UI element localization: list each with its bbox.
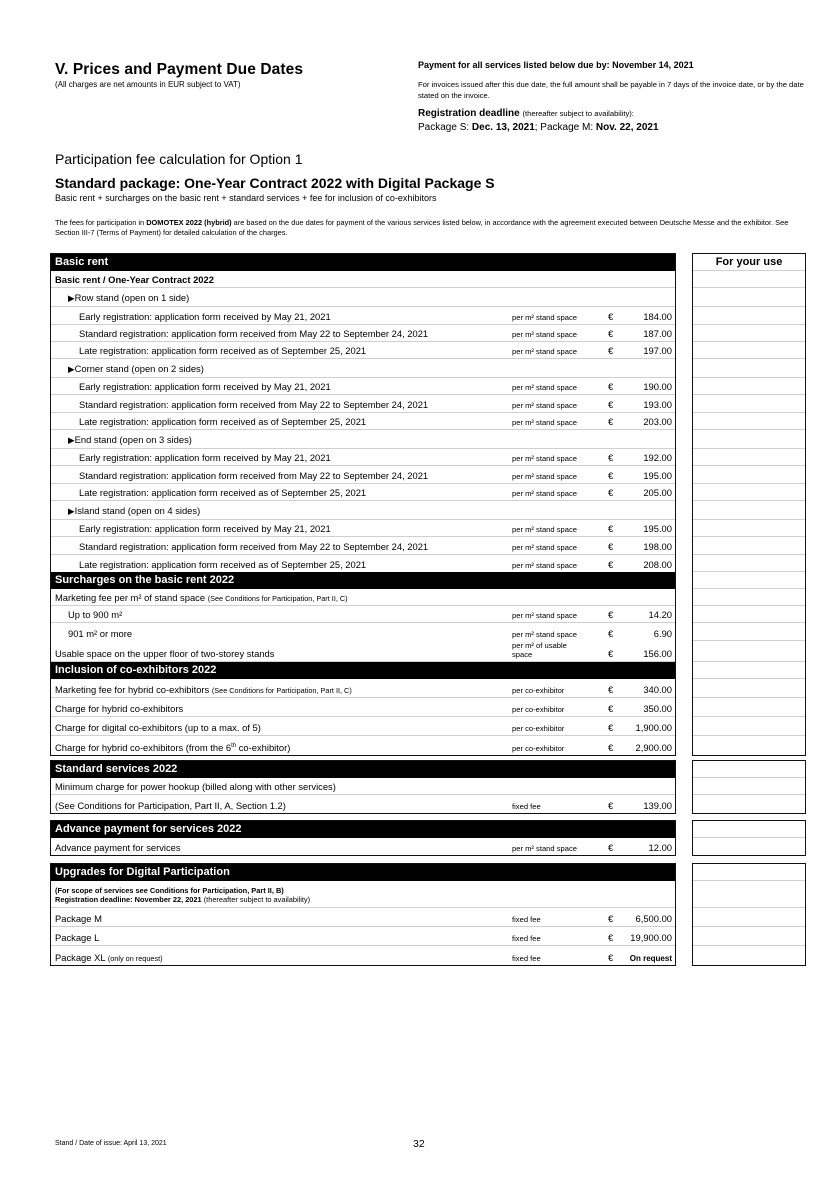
for-your-use-cell[interactable] bbox=[693, 662, 805, 679]
currency-symbol: € bbox=[608, 842, 614, 854]
for-your-use-cell[interactable] bbox=[693, 271, 805, 288]
row-unit: per m² stand space bbox=[512, 560, 577, 570]
stand-type-text: Row stand (open on 1 side) bbox=[74, 292, 190, 304]
row-unit: per m² stand space bbox=[512, 844, 577, 854]
table-row bbox=[51, 623, 675, 640]
table-row bbox=[51, 927, 675, 946]
row-desc bbox=[55, 742, 290, 753]
intro-event: DOMOTEX 2022 (hybrid) bbox=[146, 218, 232, 227]
package-subtitle: Basic rent + surcharges on the basic rent + standard services + fee for inclusion of co-exhibitors bbox=[55, 193, 437, 203]
row-amount: 187.00 bbox=[643, 327, 672, 339]
row-amount: 193.00 bbox=[643, 398, 672, 410]
for-your-use-cell[interactable] bbox=[693, 778, 805, 795]
advance-payment-row bbox=[51, 838, 675, 855]
row-desc: Minimum charge for power hookup (billed along with other services) bbox=[55, 781, 336, 793]
row-unit: per m² stand space bbox=[512, 525, 577, 535]
row-amount: 197.00 bbox=[643, 345, 672, 357]
row-amount: 2,900.00 bbox=[635, 741, 672, 753]
option-title: Participation fee calculation for Option 1 bbox=[55, 151, 303, 167]
row-desc: Early registration: application form received by May 21, 2021 bbox=[79, 523, 331, 535]
registration-note: (thereafter subject to availability): bbox=[522, 109, 634, 118]
currency-symbol: € bbox=[608, 523, 614, 535]
row-unit: per co-exhibitor bbox=[512, 723, 565, 733]
upgrades-note bbox=[55, 886, 310, 904]
for-your-use-upgrades bbox=[692, 863, 806, 966]
for-your-use-cell[interactable] bbox=[693, 589, 805, 606]
row-desc: Standard registration: application form received from May 22 to September 24, 2021 bbox=[79, 540, 429, 552]
row-desc: Late registration: application form received as of September 25, 2021 bbox=[79, 345, 367, 357]
for-your-use-cell[interactable] bbox=[693, 606, 805, 623]
row-unit: per co-exhibitor bbox=[512, 743, 565, 753]
row-amount: 6,500.00 bbox=[635, 913, 672, 924]
standard-services-table bbox=[50, 760, 676, 814]
registration-label: Registration deadline bbox=[418, 108, 520, 119]
currency-symbol: € bbox=[608, 416, 614, 428]
currency-symbol: € bbox=[608, 609, 614, 621]
stand-type-row bbox=[51, 359, 675, 378]
currency-symbol: € bbox=[608, 558, 614, 570]
row-amount: 203.00 bbox=[643, 416, 672, 428]
stand-type-label bbox=[68, 505, 200, 517]
table-row bbox=[51, 555, 675, 572]
for-your-use-column bbox=[692, 253, 806, 756]
table-row bbox=[51, 466, 675, 483]
basic-rent-subtitle: Basic rent / One-Year Contract 2022 bbox=[55, 274, 214, 286]
row-desc: Advance payment for services bbox=[55, 842, 181, 854]
intro-post: are based on the due dates for payment of the various services listed below, in accordance with the agreement executed between Deutsche Messe and the exhibitor. See Section III-7 (Terms of Payment) for detailed calculation of the charges. bbox=[55, 218, 789, 237]
basic-rent-subtitle-row bbox=[51, 271, 675, 288]
intro-text bbox=[55, 218, 803, 238]
row-desc: Early registration: application form received by May 21, 2021 bbox=[79, 310, 331, 322]
table-row bbox=[51, 325, 675, 342]
for-your-use-cell[interactable] bbox=[693, 572, 805, 589]
row-amount: 350.00 bbox=[643, 702, 672, 714]
row-amount: 156.00 bbox=[643, 647, 672, 659]
for-your-use-advance-payment bbox=[692, 820, 806, 856]
row-unit: fixed fee bbox=[512, 915, 541, 924]
for-your-use-cell[interactable] bbox=[693, 838, 805, 855]
table-row bbox=[51, 449, 675, 466]
row-unit: per m² stand space bbox=[512, 329, 577, 339]
row-unit: per m² stand space bbox=[512, 611, 577, 621]
row-unit: fixed fee bbox=[512, 954, 541, 963]
for-your-use-cell[interactable] bbox=[693, 679, 805, 698]
for-your-use-cell[interactable] bbox=[693, 761, 805, 778]
currency-symbol: € bbox=[608, 741, 614, 753]
for-your-use-cell[interactable] bbox=[693, 881, 805, 908]
currency-symbol: € bbox=[608, 327, 614, 339]
row-desc: Late registration: application form received as of September 25, 2021 bbox=[79, 416, 367, 428]
upgrades-note1: (For scope of services see Conditions for Participation, Part II, B) bbox=[55, 886, 284, 895]
stand-type-text: Corner stand (open on 2 sides) bbox=[74, 363, 204, 375]
stand-type-row bbox=[51, 501, 675, 520]
row-desc: Package L bbox=[55, 932, 100, 943]
basic-rent-table bbox=[50, 253, 676, 756]
for-your-use-cell[interactable] bbox=[693, 378, 805, 395]
currency-symbol: € bbox=[608, 381, 614, 393]
page-title: V. Prices and Payment Due Dates bbox=[55, 61, 304, 78]
table-row bbox=[51, 520, 675, 537]
for-your-use-cell[interactable] bbox=[693, 501, 805, 520]
section-header-upgrades: Upgrades for Digital Participation bbox=[51, 864, 675, 881]
for-your-use-cell[interactable] bbox=[693, 623, 805, 640]
pkg-s-date: Dec. 13, 2021 bbox=[471, 122, 535, 133]
row-amount: 190.00 bbox=[643, 381, 672, 393]
for-your-use-cell[interactable] bbox=[693, 325, 805, 342]
row-desc: Early registration: application form received by May 21, 2021 bbox=[79, 381, 331, 393]
currency-symbol: € bbox=[608, 721, 614, 733]
row-amount: 139.00 bbox=[643, 799, 672, 811]
triangle-right-icon: ▶ bbox=[68, 293, 75, 304]
row-unit: per m² stand space bbox=[512, 418, 577, 428]
intro-pre: The fees for participation in bbox=[55, 218, 147, 227]
for-your-use-cell[interactable] bbox=[693, 449, 805, 466]
table-row bbox=[51, 679, 675, 698]
package-title: Standard package: One-Year Contract 2022 with Digital Package S bbox=[55, 175, 495, 191]
row-desc: Up to 900 m² bbox=[68, 609, 123, 621]
stand-type-text: End stand (open on 3 sides) bbox=[74, 434, 192, 446]
row-desc: (See Conditions for Participation, Part II, A, Section 1.2) bbox=[55, 799, 286, 811]
currency-symbol: € bbox=[608, 486, 614, 498]
row-amount: 19,900.00 bbox=[630, 932, 672, 943]
row-amount: 340.00 bbox=[643, 683, 672, 695]
payment-note: For invoices issued after this due date, the full amount shall be payable in 7 days of the invoice date, or by the date stated on the invoice. bbox=[418, 80, 804, 100]
marketing-fee-label bbox=[55, 592, 348, 603]
for-your-use-cell[interactable] bbox=[693, 395, 805, 412]
for-your-use-cell[interactable] bbox=[693, 641, 805, 662]
row-desc: Standard registration: application form received from May 22 to September 24, 2021 bbox=[79, 398, 429, 410]
row-desc: Late registration: application form received as of September 25, 2021 bbox=[79, 486, 367, 498]
for-your-use-cell[interactable] bbox=[693, 359, 805, 378]
footer-issue-date: Stand / Date of issue: April 13, 2021 bbox=[55, 1140, 167, 1147]
table-row bbox=[51, 606, 675, 623]
section-header-coexhibitors: Inclusion of co-exhibitors 2022 bbox=[51, 662, 675, 679]
upgrades-note2-bold: Registration deadline: November 22, 2021 bbox=[55, 895, 202, 904]
currency-symbol: € bbox=[608, 452, 614, 464]
for-your-use-cell[interactable] bbox=[693, 342, 805, 359]
row-amount: 14.20 bbox=[648, 609, 672, 621]
row-desc: Usable space on the upper floor of two-storey stands bbox=[55, 647, 275, 659]
for-your-use-cell[interactable] bbox=[693, 736, 805, 755]
for-your-use-cell[interactable] bbox=[693, 484, 805, 501]
registration-deadline bbox=[418, 107, 659, 135]
table-row bbox=[51, 342, 675, 359]
stand-type-label bbox=[68, 434, 192, 446]
stand-type-text: Island stand (open on 4 sides) bbox=[74, 504, 201, 516]
currency-symbol: € bbox=[608, 799, 614, 811]
marketing-note: (See Conditions for Participation, Part II, C) bbox=[207, 594, 348, 604]
for-your-use-cell[interactable] bbox=[693, 555, 805, 572]
row-amount: 205.00 bbox=[643, 486, 672, 498]
table-row bbox=[51, 698, 675, 717]
section-header-advance-payment: Advance payment for services 2022 bbox=[51, 821, 675, 838]
row-unit: per m² stand space bbox=[512, 454, 577, 464]
table-row bbox=[51, 736, 675, 755]
table-row bbox=[51, 378, 675, 395]
marketing-fee-row bbox=[51, 589, 675, 606]
row-unit bbox=[512, 641, 567, 659]
row-desc-text: Marketing fee for hybrid co-exhibitors bbox=[55, 683, 212, 695]
for-your-use-cell[interactable] bbox=[693, 520, 805, 537]
row-unit: per m² stand space bbox=[512, 542, 577, 552]
row-amount: 198.00 bbox=[643, 540, 672, 552]
for-your-use-header: For your use bbox=[693, 254, 805, 271]
row-note: (See Conditions for Participation, Part II, C) bbox=[211, 685, 352, 695]
superscript: th bbox=[231, 742, 237, 749]
stand-type-row bbox=[51, 430, 675, 449]
row-unit: per m² stand space bbox=[512, 629, 577, 639]
currency-symbol: € bbox=[608, 310, 614, 322]
unit-line1: per m² of usable bbox=[512, 640, 567, 650]
table-row bbox=[51, 537, 675, 554]
page-number: 32 bbox=[413, 1138, 425, 1150]
row-unit: fixed fee bbox=[512, 801, 541, 811]
triangle-right-icon: ▶ bbox=[68, 364, 75, 375]
row-amount: 12.00 bbox=[648, 842, 672, 854]
pkg-m-date: Nov. 22, 2021 bbox=[595, 122, 659, 133]
for-your-use-standard-services bbox=[692, 760, 806, 814]
stand-type-label bbox=[68, 363, 204, 375]
row-amount: 195.00 bbox=[643, 469, 672, 481]
power-hookup-ref-row bbox=[51, 795, 675, 812]
table-row bbox=[51, 717, 675, 736]
for-your-use-cell[interactable] bbox=[693, 537, 805, 554]
for-your-use-cell[interactable] bbox=[693, 927, 805, 946]
for-your-use-cell[interactable] bbox=[693, 795, 805, 812]
pkg-s-label: Package S: bbox=[418, 122, 472, 133]
triangle-right-icon: ▶ bbox=[68, 505, 75, 516]
power-hookup-row bbox=[51, 778, 675, 795]
table-row bbox=[51, 946, 675, 965]
currency-symbol: € bbox=[608, 683, 614, 695]
row-desc-text: Package XL bbox=[55, 952, 108, 963]
payment-due: Payment for all services listed below due by: November 14, 2021 bbox=[418, 60, 694, 70]
pkg-m-label: ; Package M: bbox=[534, 122, 596, 133]
row-unit: per m² stand space bbox=[512, 312, 577, 322]
upgrades-note2-rest: (thereafter subject to availability) bbox=[201, 895, 311, 904]
table-row bbox=[51, 395, 675, 412]
page-subtitle: (All charges are net amounts in EUR subject to VAT) bbox=[55, 80, 241, 89]
row-desc bbox=[55, 684, 352, 695]
section-header-basic-rent: Basic rent bbox=[51, 254, 675, 271]
currency-symbol: € bbox=[608, 398, 614, 410]
row-desc: Charge for digital co-exhibitors (up to a max. of 5) bbox=[55, 721, 261, 733]
row-desc: Package M bbox=[55, 913, 102, 924]
row-unit: per co-exhibitor bbox=[512, 685, 565, 695]
row-unit: per m² stand space bbox=[512, 400, 577, 410]
row-unit: per m² stand space bbox=[512, 471, 577, 481]
unit-line2: space bbox=[512, 649, 533, 659]
row-amount: 184.00 bbox=[643, 310, 672, 322]
section-header-standard-services: Standard services 2022 bbox=[51, 761, 675, 778]
for-your-use-cell[interactable] bbox=[693, 698, 805, 717]
currency-symbol: € bbox=[608, 647, 614, 659]
for-your-use-cell[interactable] bbox=[693, 717, 805, 736]
row-amount: 192.00 bbox=[643, 452, 672, 464]
row-amount: On request bbox=[629, 954, 672, 963]
row-unit: per m² stand space bbox=[512, 383, 577, 393]
row-unit: fixed fee bbox=[512, 934, 541, 943]
row-unit: per m² stand space bbox=[512, 347, 577, 357]
table-row bbox=[51, 908, 675, 927]
row-unit: per co-exhibitor bbox=[512, 704, 565, 714]
currency-symbol: € bbox=[608, 913, 614, 924]
row-amount: 208.00 bbox=[643, 558, 672, 570]
for-your-use-cell[interactable] bbox=[693, 430, 805, 449]
currency-symbol: € bbox=[608, 627, 614, 639]
stand-type-label bbox=[68, 292, 189, 304]
table-row bbox=[51, 484, 675, 501]
row-amount: 195.00 bbox=[643, 523, 672, 535]
row-desc: Charge for hybrid co-exhibitors bbox=[55, 702, 184, 714]
for-your-use-cell[interactable] bbox=[693, 466, 805, 483]
currency-symbol: € bbox=[608, 702, 614, 714]
stand-type-row bbox=[51, 288, 675, 307]
row-desc-post: co-exhibitor) bbox=[236, 741, 291, 753]
for-your-use-cell[interactable] bbox=[693, 288, 805, 307]
currency-symbol: € bbox=[608, 540, 614, 552]
currency-symbol: € bbox=[608, 345, 614, 357]
for-your-use-cell[interactable] bbox=[693, 307, 805, 324]
for-your-use-cell[interactable] bbox=[693, 864, 805, 881]
table-row bbox=[51, 413, 675, 430]
row-desc: 901 m² or more bbox=[68, 627, 133, 639]
currency-symbol: € bbox=[608, 952, 614, 963]
row-desc-pre: Charge for hybrid co-exhibitors (from the 6 bbox=[55, 741, 232, 753]
for-your-use-cell[interactable] bbox=[693, 908, 805, 927]
row-note: (only on request) bbox=[107, 954, 163, 963]
advance-payment-table bbox=[50, 820, 676, 856]
for-your-use-cell[interactable] bbox=[693, 413, 805, 430]
row-unit: per m² stand space bbox=[512, 488, 577, 498]
upgrades-table bbox=[50, 863, 676, 966]
row-desc: Standard registration: application form received from May 22 to September 24, 2021 bbox=[79, 469, 429, 481]
row-desc bbox=[55, 952, 163, 963]
upgrades-note-row bbox=[51, 881, 675, 908]
for-your-use-cell[interactable] bbox=[693, 821, 805, 838]
marketing-label-text: Marketing fee per m² of stand space bbox=[55, 592, 208, 604]
section-header-surcharges: Surcharges on the basic rent 2022 bbox=[51, 572, 675, 589]
upper-floor-row bbox=[51, 641, 675, 662]
row-amount: 6.90 bbox=[653, 627, 672, 639]
currency-symbol: € bbox=[608, 469, 614, 481]
currency-symbol: € bbox=[608, 932, 614, 943]
row-amount: 1,900.00 bbox=[635, 721, 672, 733]
row-desc: Standard registration: application form received from May 22 to September 24, 2021 bbox=[79, 327, 429, 339]
table-row bbox=[51, 307, 675, 324]
row-desc: Late registration: application form received as of September 25, 2021 bbox=[79, 558, 367, 570]
for-your-use-cell[interactable] bbox=[693, 946, 805, 965]
row-desc: Early registration: application form received by May 21, 2021 bbox=[79, 452, 331, 464]
triangle-right-icon: ▶ bbox=[68, 435, 75, 446]
